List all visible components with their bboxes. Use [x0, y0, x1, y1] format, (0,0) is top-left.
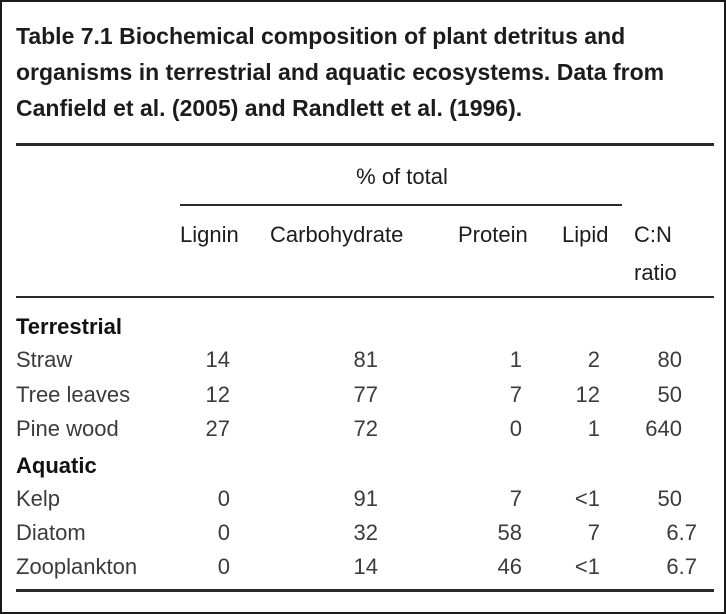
- cell-carbohydrate: 72: [353, 416, 378, 441]
- row-name: Diatom: [16, 520, 86, 545]
- cell-cn-ratio: 50: [657, 382, 682, 407]
- section-terrestrial: Terrestrial: [16, 314, 122, 339]
- cell-lignin: 12: [205, 382, 230, 407]
- cell-protein: 7: [509, 382, 522, 407]
- cell-lipid: 7: [587, 520, 600, 545]
- row-name: Straw: [16, 347, 73, 372]
- cell-lipid: <1: [574, 486, 600, 511]
- cell-lignin: 14: [205, 347, 230, 372]
- table-title: Biochemical composition of plant detritus and organisms in terrestrial and aquatic ecosystems. Data from Canfield et al. (2005) and Randlett et al. (1996).: [16, 23, 665, 121]
- cell-lipid: <1: [574, 554, 600, 579]
- bottom-rule: [16, 589, 714, 592]
- col-header-lignin: Lignin: [180, 222, 239, 247]
- cell-carbohydrate: 32: [353, 520, 378, 545]
- col-header-lipid: Lipid: [562, 222, 609, 247]
- table-number: Table 7.1: [16, 23, 113, 49]
- col-header-protein: Protein: [458, 222, 528, 247]
- cell-cn-ratio: 640: [645, 416, 682, 441]
- group-header-percent: % of total: [356, 164, 448, 189]
- cell-protein: 0: [509, 416, 522, 441]
- row-name: Pine wood: [16, 416, 119, 441]
- cell-cn-ratio: 6.7: [666, 554, 697, 579]
- col-header-ratio: ratio: [634, 260, 677, 285]
- cell-carbohydrate: 14: [353, 554, 378, 579]
- cell-lignin: 0: [217, 520, 230, 545]
- section-aquatic: Aquatic: [16, 453, 97, 478]
- cell-carbohydrate: 77: [353, 382, 378, 407]
- row-name: Tree leaves: [16, 382, 131, 407]
- table-caption: [16, 18, 706, 126]
- cell-cn-ratio: 6.7: [666, 520, 697, 545]
- cell-lipid: 12: [575, 382, 600, 407]
- row-name: Kelp: [16, 486, 61, 511]
- cell-lipid: 1: [587, 416, 600, 441]
- cell-lignin: 27: [205, 416, 230, 441]
- cell-lipid: 2: [587, 347, 600, 372]
- cell-cn-ratio: 80: [657, 347, 682, 372]
- cell-protein: 7: [509, 486, 522, 511]
- cell-protein: 58: [497, 520, 522, 545]
- cell-cn-ratio: 50: [657, 486, 682, 511]
- cell-protein: 1: [509, 347, 522, 372]
- cell-carbohydrate: 91: [353, 486, 378, 511]
- top-rule: [16, 143, 714, 146]
- col-header-cn: C:N: [634, 222, 672, 247]
- cell-carbohydrate: 81: [353, 347, 378, 372]
- cell-lignin: 0: [217, 486, 230, 511]
- cell-lignin: 0: [217, 554, 230, 579]
- col-header-carbohydrate: Carbohydrate: [270, 222, 404, 247]
- cell-protein: 46: [497, 554, 522, 579]
- row-name: Zooplankton: [16, 554, 138, 579]
- group-header-rule: [180, 204, 622, 206]
- header-rule: [16, 296, 714, 298]
